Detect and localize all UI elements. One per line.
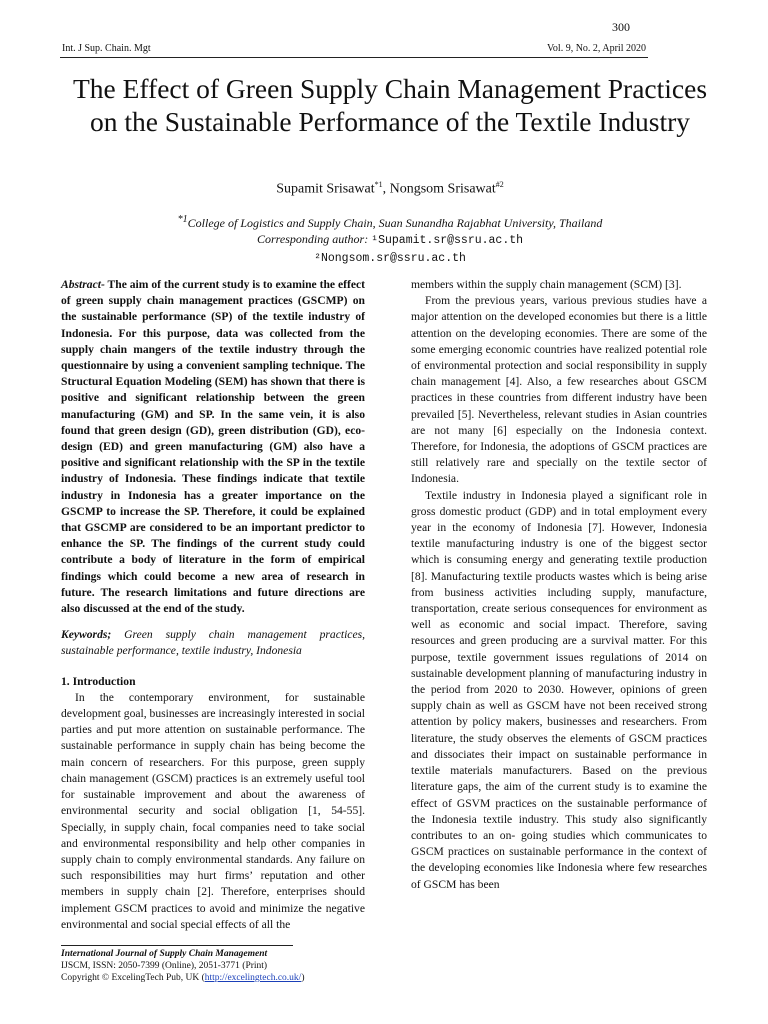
footer-rule (61, 945, 293, 946)
intro-paragraph-3: Textile industry in Indonesia played a significant role in gross domestic product (GDP) and in total employment every year in the economy of Indonesia [7]. However, Indonesia textile manufacturing industry is one of the biggest sector which is consuming energy and generating textile production [8]. Manufacturing textile products wastes which is being arise from business activities including supply, manufacture, transportation, create serious consequences for environment as well as economic and social impact. Therefore, saving resources and green producing are a survival matter. For this purpose, textile government issues regulations of 2014 on sustainable development planning of manufacturing industry in the period from 2020 to 2030. However, opinions of green supply chain as well as GSCM have not been received strong attention by policy makers, businesses and researchers. From literature, the study observes the elements of GSCM practices and dissociates their impact on sustainable performance in textile materials manufacturers. Based on the previous literature gaps, the aim of the current study is to examine the effect of GSVM practices on the sustainable performance of the Indonesia textile industry. This study also significantly contributes to an on- going studies which communicates to GSCM practices on sustainable performance in the context of the developing economies like Indonesia where few researches of GSCM has been (411, 488, 707, 891)
affiliation-line (60, 212, 720, 231)
corresponding-author (60, 231, 720, 249)
keywords (61, 627, 365, 659)
running-header-volume: Vol. 9, No. 2, April 2020 (547, 43, 646, 54)
keywords-label: Keywords; (61, 628, 112, 642)
corresponding-label: Corresponding author: (256, 232, 372, 246)
email-2: ²Nongsom.sr@ssru.ac.th (314, 252, 466, 265)
email-1: ¹Supamit.sr@ssru.ac.th (371, 234, 524, 247)
footer-journal: International Journal of Supply Chain Management (61, 949, 268, 959)
author-2: Nongsom Srisawat (389, 181, 496, 197)
author-1-marker: *1 (374, 180, 383, 189)
right-column (411, 277, 707, 893)
abstract (61, 277, 365, 617)
author-2-marker: #2 (495, 180, 504, 189)
intro-paragraph-1: In the contemporary environment, for sustainable development goal, businesses are increasingly interested in social parties and put more attention on sustainable performance. The sustainable performance in supply chain has being become the main concern of researchers. For this purpose, green supply chain management (GSCM) practices is an extremely useful tool for sustainable improvement and about the awareness of environmental security and social obligation [1, 54-55]. Specially, in supply chain, focal companies need to take social and environmental responsibility and help other companies in supply chain to comply environmental standards. Any failure on such responsibilities may hurt firms’ reputation and other members in supply chain [2]. Therefore, enterprises should implement GSCM practices to avoid and minimize the negative environmental and social special effects of all the (61, 690, 365, 931)
footer (61, 948, 305, 984)
publisher-link[interactable]: http://excelingtech.co.uk/ (204, 973, 302, 983)
footer-copyright (61, 972, 305, 984)
running-header-journal: Int. J Sup. Chain. Mgt (62, 43, 151, 54)
affiliation-block (60, 212, 720, 267)
author-separator: , (382, 181, 390, 197)
author-1: Supamit Srisawat (276, 181, 375, 197)
page-number: 300 (612, 20, 630, 34)
affiliation-marker: *1 (177, 214, 188, 225)
email-2-line (60, 249, 720, 267)
intro-paragraph-2: From the previous years, various previous studies have a major attention on the developed economies but there is a little attention on the developing economies. There are some of the some emerging economic countries have realized potential role of environmental protection and social responsibility in supply chain management [4]. Also, a few researches about GSCM practices in these countries from different industry have been prevailed [5]. Nevertheless, relevant studies in Asian countries are not many [6] especially on the Indonesia context. Therefore, for Indonesia, the adoptions of GSCM practices are still relatively rare and specially on the textile sector of Indonesia. (411, 294, 707, 486)
left-column (61, 277, 365, 933)
intro-paragraph-1-continued: members within the supply chain management (SCM) [3]. (411, 278, 682, 291)
section-heading-introduction: 1. Introduction (61, 674, 136, 688)
copyright-close: ) (301, 973, 305, 983)
header-rule (60, 57, 648, 58)
author-line (60, 180, 720, 198)
abstract-label: Abstract- (61, 278, 105, 291)
copyright-text: Copyright © ExcelingTech Pub, UK ( (61, 973, 205, 983)
footer-issn: IJSCM, ISSN: 2050-7399 (Online), 2051-3771 (Print) (61, 961, 268, 971)
abstract-text: The aim of the current study is to examine the effect of green supply chain management practices (GSCMP) on the sustainable performance (SP) of the textile industry of Indonesia. For this purpose, data was collected from the supply chain mangers of the textile industry through the questionnaire by using a convenient sampling technique. The Structural Equation Modeling (SEM) has shown that there is positive and significant relationship between the green manufacturing (GM) and SP. In the same vein, it is also found that green design (GD), green distribution (GD), eco-design (ED) and green manufacturing (GM) also have a positive and significant relationship with the SP in the textile industry of Indonesia. These findings indicate that textile industry in Indonesia has a greater importance on the GSCMP to increase the SP. Therefore, it could be explained that GSCMP are considered to be an important predictor to enhance the SP. The findings of the current study could contribute a body of literature in the form of empirical findings which could become a new area of research in future. The research limitations and future directions are also discussed at the end of the study. (61, 278, 365, 616)
keywords-text: Green supply chain management practices, sustainable performance, textile industry, Indonesia (61, 628, 365, 658)
affiliation-text: College of Logistics and Supply Chain, Suan Sunandha Rajabhat University, Thailand (187, 216, 603, 230)
paper-title: The Effect of Green Supply Chain Management Practices on the Sustainable Performance of the Textile Industry (72, 73, 708, 137)
